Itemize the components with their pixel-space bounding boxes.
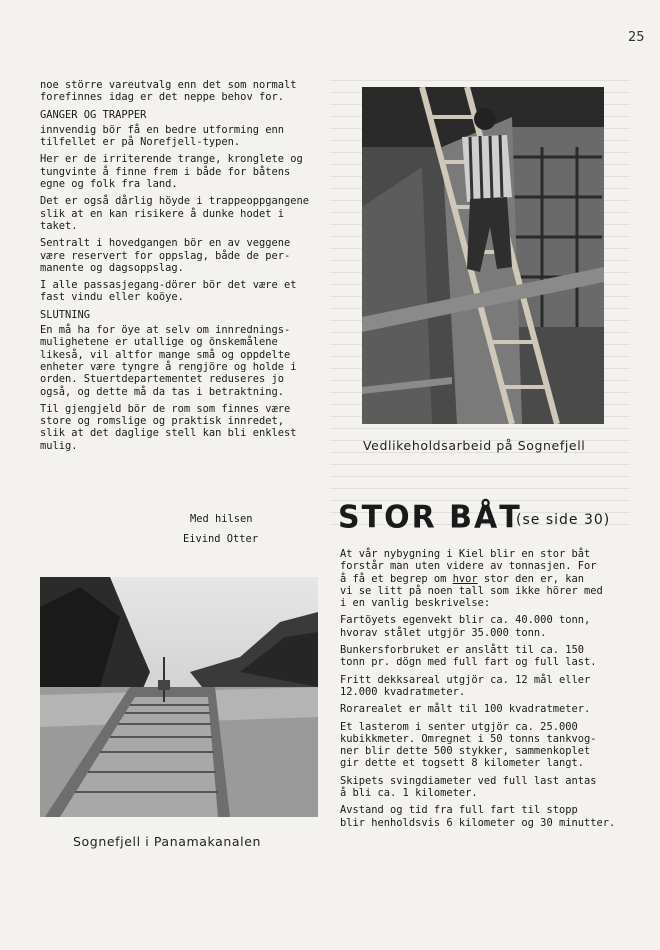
ganger-paragraph-5: I alle passasjegang-dörer bör det være et fast vindu eller koöye. [40,279,297,304]
ganger-heading: GANGER OG TRAPPER [40,108,147,121]
ganger-paragraph-1: innvendig bör få en bedre utforming enn tilfellet er på Norefjell-typen. [40,123,284,149]
article-paragraph-6: Skipets svingdiameter ved full last antas å bli ca. 1 kilometer. [340,774,597,800]
greeting: Med hilsen [190,513,253,525]
ganger-paragraph-2: Her er de irriterende trange, kronglete og tungvinte å finne frem i både for båtens egne og folk fra land. [40,153,303,191]
ganger-paragraph-3: Det er også dårlig höyde i trappeoppgangene slik at en kan risikere å dunke hodet i taket. [40,195,309,232]
intro-paragraph: noe större vareutvalg enn det som normalt forefinnes idag er det neppe behov for. [40,79,297,104]
article-paragraph-1: Fartöyets egenvekt blir ca. 40.000 tonn, hvorav stålet utgjör 35.000 tonn. [340,614,591,639]
signature: Eivind Otter [183,533,259,545]
article-paragraph-7: Avstand og tid fra full fart til stopp blir henholdsvis 6 kilometer og 30 minutter. [340,804,616,829]
article-intro [340,548,630,609]
slutning-paragraph-1: En må ha for öye at selv om innrednings- mulighetene er utallige og önskemålene likeså, vil altfor mange små og oppdelte enheter være tyngre å rengjöre og holde i orden. Stuertdepartementet reduseres jo også, og dette må da tas i betraktning. [40,324,297,398]
intro-underlined-word: hvor [452,572,478,585]
ship-photo [40,577,318,817]
ship-photo-caption: Sognefjell i Panamakanalen [73,834,262,849]
page-reference: (se side 30) [516,512,611,528]
intro-text-b: stor den er, kan vi se litt på noen tall som ikke hörer med i en vanlig beskrivelse: [340,572,603,610]
article-paragraph-4: Rorarealet er målt til 100 kvadratmeter. [340,703,591,716]
article-paragraph-5: Et lasterom i senter utgjör ca. 25.000 kubikkmeter. Omregnet i 50 tonns tankvog- ner blir dette 500 stykker, sammenkoplet gir dette et togsett 8 kilometer langt. [340,720,597,770]
slutning-heading: SLUTNING [40,308,91,321]
article-paragraph-3: Fritt dekksareal utgjör ca. 12 mål eller 12.000 kvadratmeter. [340,673,591,698]
article-paragraph-2: Bunkersforbruket er anslått til ca. 150 tonn pr. dögn med full fart og full last. [340,644,597,669]
maintenance-photo [362,87,604,424]
stor-bat-article [340,548,630,834]
page-number: 25 [628,30,645,45]
slutning-paragraph-2: Til gjengjeld bör de rom som finnes være store og romslige og praktisk innredet, slik at det daglige stell kan bli enklest mulig. [40,402,297,452]
ganger-paragraph-4: Sentralt i hovedgangen bör en av veggene være reservert for oppslag, både de per- manente og dagsoppslag. [40,237,291,274]
left-column [40,79,325,457]
article-title: STOR BÅT [338,499,522,536]
maintenance-photo-caption: Vedlikeholdsarbeid på Sognefjell [363,438,586,453]
intro-text-a: At vår nybygning i Kiel blir en stor båt forstår man uten videre av tonnasjen. For å få et begrep om [340,548,597,585]
